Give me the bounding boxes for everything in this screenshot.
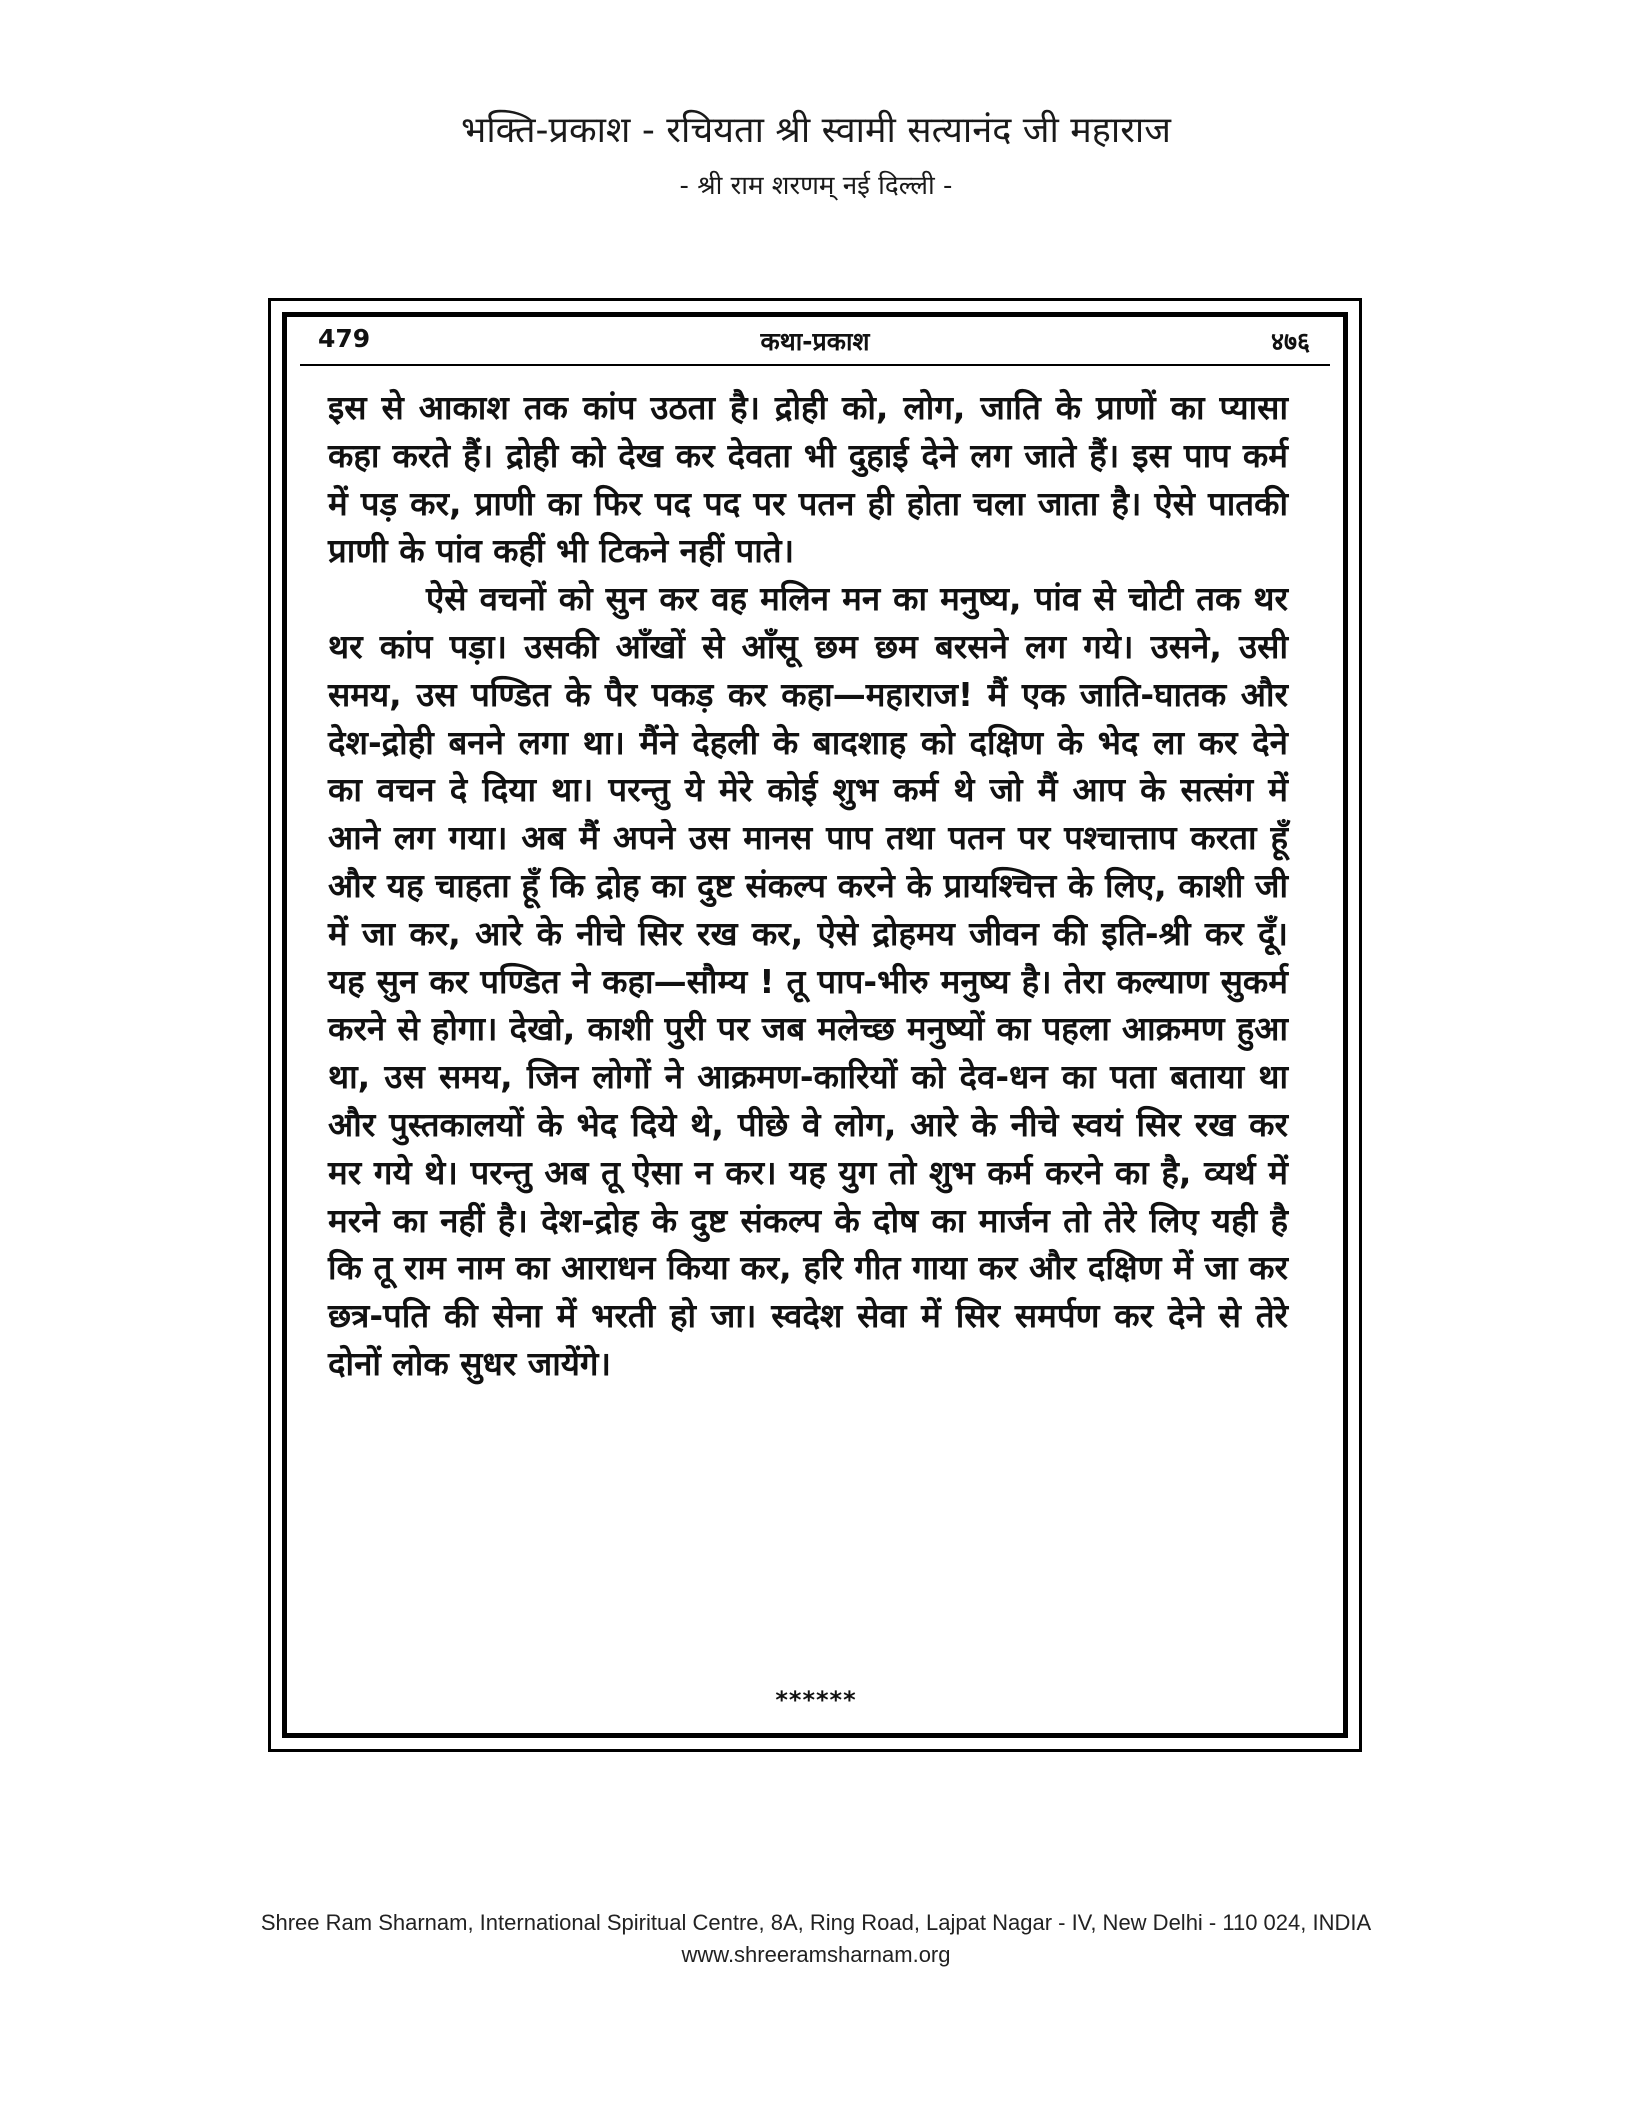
body-text <box>328 384 1288 1388</box>
end-marker: ****** <box>775 1686 857 1714</box>
page-number-devanagari: ४७६ <box>1270 327 1310 356</box>
document-header-subtitle: - श्री राम शरणम् नई दिल्ली - <box>679 171 953 201</box>
page-number-arabic: 479 <box>318 324 371 353</box>
section-title: कथा-प्रकाश <box>760 327 870 356</box>
document-header-title: भक्ति-प्रकाश - रचियता श्री स्वामी सत्यानंद जी महाराज <box>461 110 1171 151</box>
footer-address: Shree Ram Sharnam, International Spiritual Centre, 8A, Ring Road, Lajpat Nagar - IV, New Delhi - 110 024, INDIA <box>260 1910 1372 1935</box>
footer-website: www.shreeramsharnam.org <box>681 1942 951 1967</box>
running-head <box>300 318 1330 366</box>
paragraph-1: इस से आकाश तक कांप उठता है। द्रोही को, लोग, जाति के प्राणों का प्यासा कहा करते हैं। द्रोही को देख कर देवता भी दुहाई देने लग जाते हैं। इस पाप कर्म में पड़ कर, प्राणी का फिर पद पद पर पतन ही होता चला जाता है। ऐसे पातकी प्राणी के पांव कहीं भी टिकने नहीं पाते। <box>328 388 1288 571</box>
paragraph-2: ऐसे वचनों को सुन कर वह मलिन मन का मनुष्य, पांव से चोटी तक थर थर कांप पड़ा। उसकी आँखों से आँसू छम छम बरसने लग गये। उसने, उसी समय, उस पण्डित के पैर पकड़ कर कहा—महाराज! मैं एक जाति-घातक और देश-द्रोही बनने लगा था। मैंने देहली के बादशाह को दक्षिण के भेद ला कर देने का वचन दे दिया था। परन्तु ये मेरे कोई शुभ कर्म थे जो मैं आप के सत्संग में आने लग गया। अब मैं अपने उस मानस पाप तथा पतन पर पश्चात्ताप करता हूँ और यह चाहता हूँ कि द्रोह का दुष्ट संकल्प करने के प्रायश्चित्त के लिए, काशी जी में जा कर, आरे के नीचे सिर रख कर, ऐसे द्रोहमय जीवन की इति-श्री कर दूँ। यह सुन कर पण्डित ने कहा—सौम्य ! तू पाप-भीरु मनुष्य है। तेरा कल्याण सुकर्म करने से होगा। देखो, काशी पुरी पर जब मलेच्छ मनुष्यों का पहला आक्रमण हुआ था, उस समय, जिन लोगों ने आक्रमण-कारियों को देव-धन का पता बताया था और पुस्तकालयों के भेद दिये थे, पीछे वे लोग, आरे के नीचे स्वयं सिर रख कर मर गये थे। परन्तु अब तू ऐसा न कर। यह युग तो शुभ कर्म करने का है, व्यर्थ में मरने का नहीं है। देश-द्रोह के दुष्ट संकल्प के दोष का मार्जन तो तेरे लिए यही है कि तू राम नाम का आराधन किया कर, हरि गीत गाया कर और दक्षिण में जा कर छत्र-पति की सेना में भरती हो जा। स्वदेश सेवा में सिर समर्पण कर देने से तेरे दोनों लोक सुधर जायेंगे। <box>328 579 1288 1383</box>
